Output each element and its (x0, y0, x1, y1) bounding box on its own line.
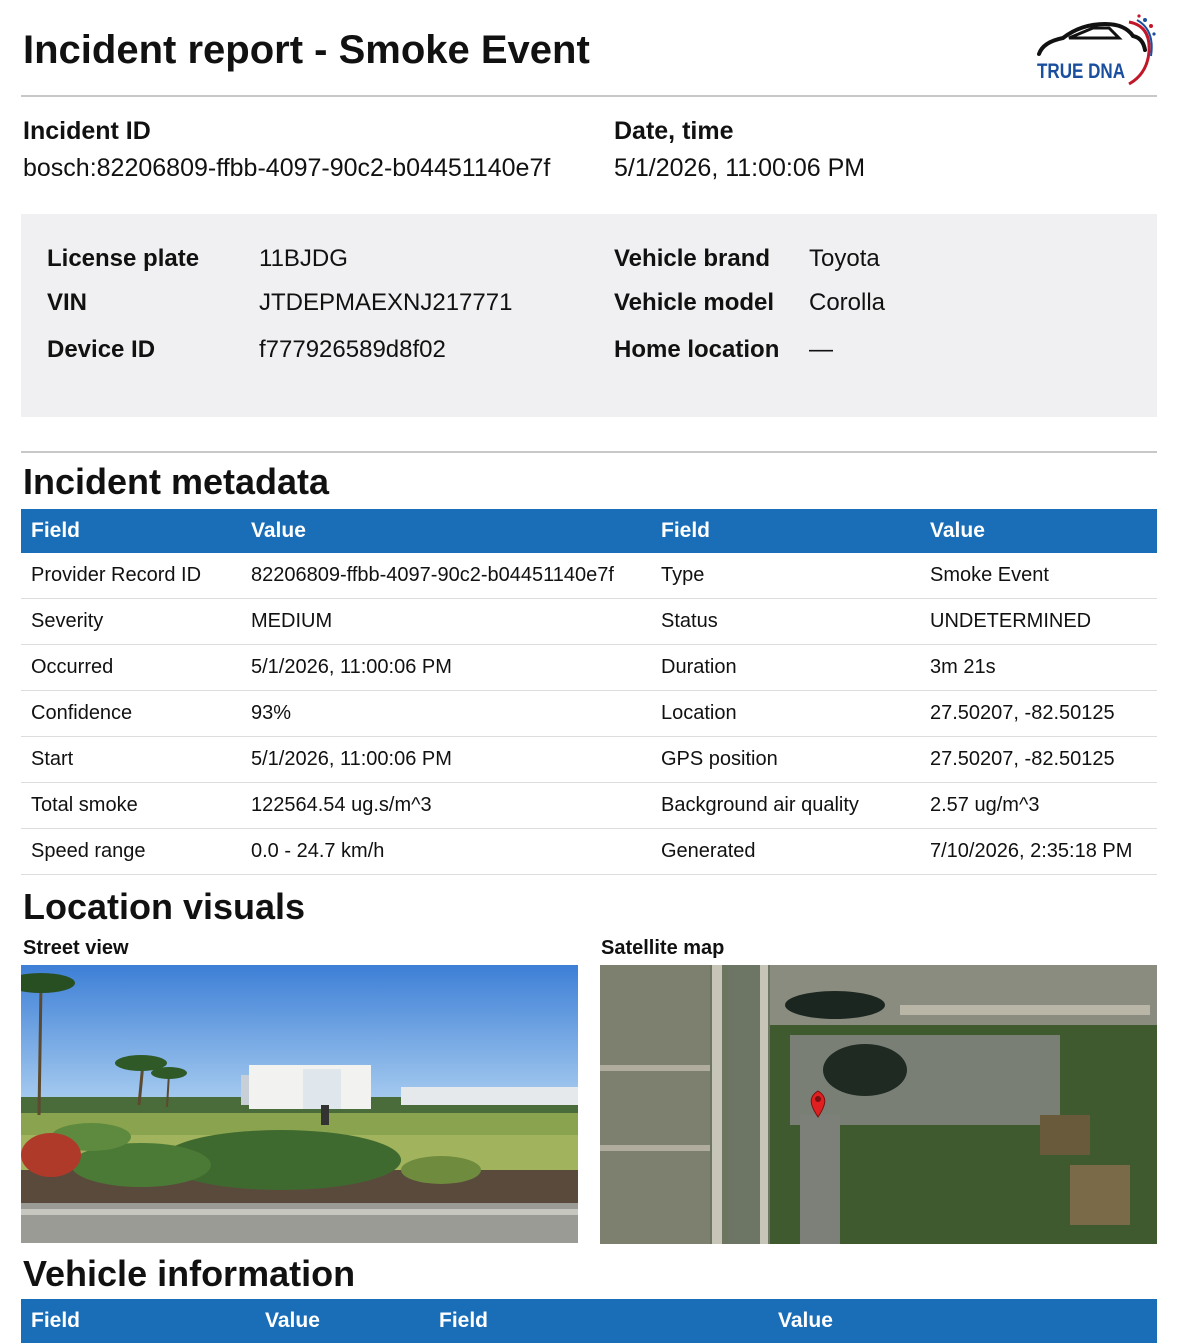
license-plate-label: License plate (47, 245, 200, 272)
satellite-map-picture (600, 965, 1157, 1244)
report-title: Incident report - Smoke Event (23, 28, 590, 72)
column-header: Value (920, 509, 1157, 553)
table-row (21, 737, 1157, 783)
field-cell: Confidence (21, 691, 241, 737)
value-cell: 27.50207, -82.50125 (920, 691, 1157, 737)
value-cell: 2.57 ug/m^3 (920, 783, 1157, 829)
street-view-picture (21, 965, 578, 1243)
car-logo-icon (1033, 12, 1161, 90)
vehicle-model-label: Vehicle model (614, 289, 775, 316)
table-row (21, 645, 1157, 691)
field-cell: Speed range (21, 829, 241, 875)
field-cell: Occurred (21, 645, 241, 691)
device-id-label: Device ID (47, 336, 156, 363)
vehicle-information-table (21, 1299, 1157, 1343)
column-header: Value (241, 509, 651, 553)
field-cell: Status (651, 599, 920, 645)
vin-value: JTDEPMAEXNJ217771 (259, 289, 513, 316)
datetime-value: 5/1/2026, 11:00:06 PM (614, 154, 866, 182)
field-cell: Location (651, 691, 920, 737)
value-cell: 82206809-ffbb-4097-90c2-b04451140e7f (241, 553, 651, 599)
value-cell: 122564.54 ug.s/m^3 (241, 783, 651, 829)
table-row (21, 599, 1157, 645)
value-cell: 5/1/2026, 11:00:06 PM (241, 645, 651, 691)
column-header: Value (768, 1299, 1157, 1343)
column-header: Field (651, 509, 920, 553)
table-row (21, 553, 1157, 599)
vehicle-model-value: Corolla (809, 289, 886, 316)
value-cell: 5/1/2026, 11:00:06 PM (241, 737, 651, 783)
incident-id-value: bosch:82206809-ffbb-4097-90c2-b04451140e7f (23, 154, 551, 182)
field-cell: GPS position (651, 737, 920, 783)
value-cell: 7/10/2026, 2:35:18 PM (920, 829, 1157, 875)
home-location-value: — (809, 336, 833, 363)
satellite-map-image (600, 965, 1157, 1244)
field-cell: Start (21, 737, 241, 783)
value-cell: 3m 21s (920, 645, 1157, 691)
field-cell: Duration (651, 645, 920, 691)
value-cell: 27.50207, -82.50125 (920, 737, 1157, 783)
street-view-label: Street view (23, 937, 129, 959)
value-cell: UNDETERMINED (920, 599, 1157, 645)
field-cell: Generated (651, 829, 920, 875)
home-location-label: Home location (614, 336, 780, 363)
table-header-row (21, 1299, 1157, 1343)
true-dna-logo (1033, 12, 1161, 90)
column-header: Field (21, 1299, 255, 1343)
header-divider (21, 95, 1157, 97)
table-row (21, 783, 1157, 829)
table-row (21, 829, 1157, 875)
column-header: Field (21, 509, 241, 553)
section-divider (21, 451, 1157, 453)
logo-text: TRUE DNA (1037, 60, 1125, 83)
device-id-value: f777926589d8f02 (259, 336, 446, 363)
satellite-map-label: Satellite map (601, 937, 725, 959)
street-view-image (21, 965, 578, 1243)
incident-metadata-table (21, 509, 1157, 875)
vehicle-information-heading: Vehicle information (23, 1253, 356, 1294)
value-cell: MEDIUM (241, 599, 651, 645)
table-row (21, 691, 1157, 737)
field-cell: Provider Record ID (21, 553, 241, 599)
column-header: Field (429, 1299, 768, 1343)
incident-id-label: Incident ID (23, 117, 151, 145)
field-cell: Severity (21, 599, 241, 645)
field-cell: Background air quality (651, 783, 920, 829)
column-header: Value (255, 1299, 429, 1343)
vehicle-brand-label: Vehicle brand (614, 245, 771, 272)
value-cell: 0.0 - 24.7 km/h (241, 829, 651, 875)
datetime-label: Date, time (614, 117, 734, 145)
table-header-row (21, 509, 1157, 553)
field-cell: Type (651, 553, 920, 599)
vin-label: VIN (47, 289, 88, 316)
vehicle-brand-value: Toyota (809, 245, 880, 272)
value-cell: Smoke Event (920, 553, 1157, 599)
incident-metadata-heading: Incident metadata (23, 461, 330, 502)
license-plate-value: 11BJDG (259, 245, 348, 272)
location-visuals-heading: Location visuals (23, 886, 306, 927)
field-cell: Total smoke (21, 783, 241, 829)
value-cell: 93% (241, 691, 651, 737)
